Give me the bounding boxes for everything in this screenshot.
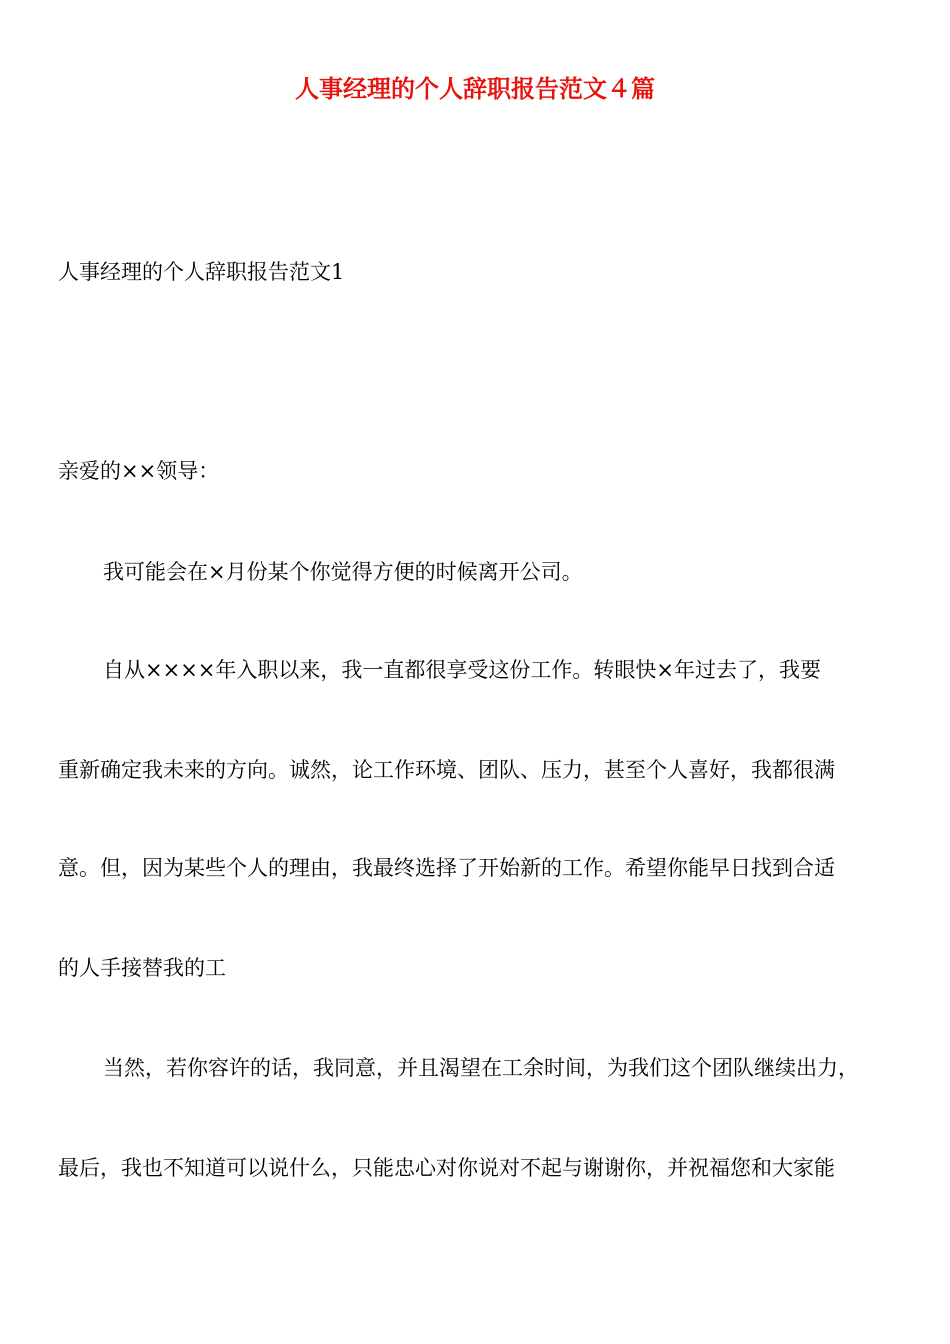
- document-title: 人事经理的个人辞职报告范文４篇: [295, 75, 655, 103]
- paragraph-line: 当然，若你容许的话，我同意，并且渴望在工余时间，为我们这个团队继续出力，: [103, 1056, 859, 1080]
- paragraph-line: 最后，我也不知道可以说什么，只能忠心对你说对不起与谢谢你，并祝福您和大家能: [58, 1156, 835, 1180]
- salutation: 亲爱的××领导：: [58, 459, 220, 483]
- section-heading: 人事经理的个人辞职报告范文1: [58, 260, 345, 284]
- paragraph-line: 意。但，因为某些个人的理由，我最终选择了开始新的工作。希望你能早日找到合适: [58, 856, 835, 880]
- paragraph-line: 重新确定我未来的方向。诚然，论工作环境、团队、压力，甚至个人喜好，我都很满: [58, 758, 835, 782]
- paragraph-line: 我可能会在×月份某个你觉得方便的时候离开公司。: [103, 560, 583, 584]
- paragraph-line: 的人手接替我的工: [58, 956, 226, 980]
- paragraph-line: 自从××××年入职以来，我一直都很享受这份工作。转眼快×年过去了，我要: [103, 658, 821, 682]
